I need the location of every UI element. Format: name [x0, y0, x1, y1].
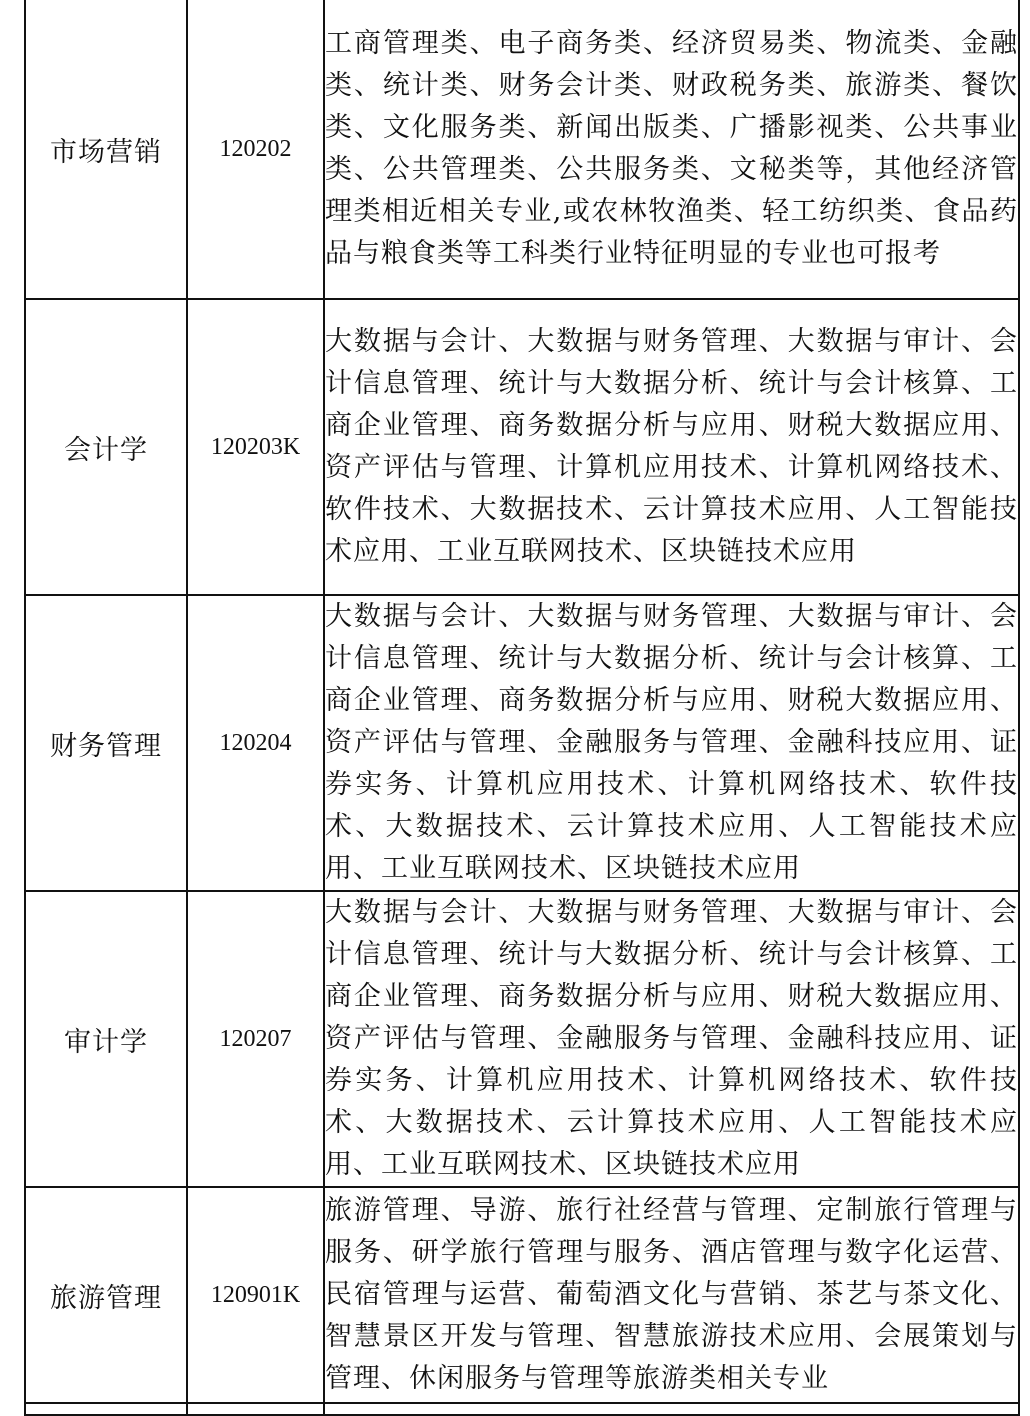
major-code-cell: 120901K	[187, 1187, 324, 1403]
major-code-cell: 120202	[187, 0, 324, 299]
major-name-cell: 会计学	[25, 299, 187, 595]
major-code-cell: 120207	[187, 891, 324, 1187]
major-name-cell: 市场营销	[25, 0, 187, 299]
empty-cell	[324, 1403, 1019, 1415]
table-row	[25, 0, 1019, 299]
empty-cell	[25, 1403, 187, 1415]
empty-cell	[187, 1403, 324, 1415]
table-row	[25, 891, 1019, 1187]
major-code-cell: 120204	[187, 595, 324, 891]
table-row	[25, 299, 1019, 595]
eligible-majors-cell: 旅游管理、导游、旅行社经营与管理、定制旅行管理与服务、研学旅行管理与服务、酒店管理与数字化运营、民宿管理与运营、葡萄酒文化与营销、茶艺与茶文化、智慧景区开发与管理、智慧旅游技术应用、会展策划与管理、休闲服务与管理等旅游类相关专业	[324, 1187, 1019, 1403]
table-row	[25, 1187, 1019, 1403]
major-name-cell: 旅游管理	[25, 1187, 187, 1403]
eligible-majors-cell: 大数据与会计、大数据与财务管理、大数据与审计、会计信息管理、统计与大数据分析、统计与会计核算、工商企业管理、商务数据分析与应用、财税大数据应用、资产评估与管理、计算机应用技术、计算机网络技术、软件技术、大数据技术、云计算技术应用、人工智能技术应用、工业互联网技术、区块链技术应用	[324, 299, 1019, 595]
table-row	[25, 595, 1019, 891]
majors-table	[24, 0, 1020, 1416]
table-row-partial	[25, 1403, 1019, 1415]
major-name-cell: 审计学	[25, 891, 187, 1187]
eligible-majors-cell: 工商管理类、电子商务类、经济贸易类、物流类、金融类、统计类、财务会计类、财政税务类、旅游类、餐饮类、文化服务类、新闻出版类、广播影视类、公共事业类、公共管理类、公共服务类、文秘类等，其他经济管理类相近相关专业,或农林牧渔类、轻工纺织类、食品药品与粮食类等工科类行业特征明显的专业也可报考	[324, 0, 1019, 299]
eligible-majors-cell: 大数据与会计、大数据与财务管理、大数据与审计、会计信息管理、统计与大数据分析、统计与会计核算、工商企业管理、商务数据分析与应用、财税大数据应用、资产评估与管理、金融服务与管理、金融科技应用、证券实务、计算机应用技术、计算机网络技术、软件技术、大数据技术、云计算技术应用、人工智能技术应用、工业互联网技术、区块链技术应用	[324, 595, 1019, 891]
major-name-cell: 财务管理	[25, 595, 187, 891]
eligible-majors-cell: 大数据与会计、大数据与财务管理、大数据与审计、会计信息管理、统计与大数据分析、统计与会计核算、工商企业管理、商务数据分析与应用、财税大数据应用、资产评估与管理、金融服务与管理、金融科技应用、证券实务、计算机应用技术、计算机网络技术、软件技术、大数据技术、云计算技术应用、人工智能技术应用、工业互联网技术、区块链技术应用	[324, 891, 1019, 1187]
major-code-cell: 120203K	[187, 299, 324, 595]
